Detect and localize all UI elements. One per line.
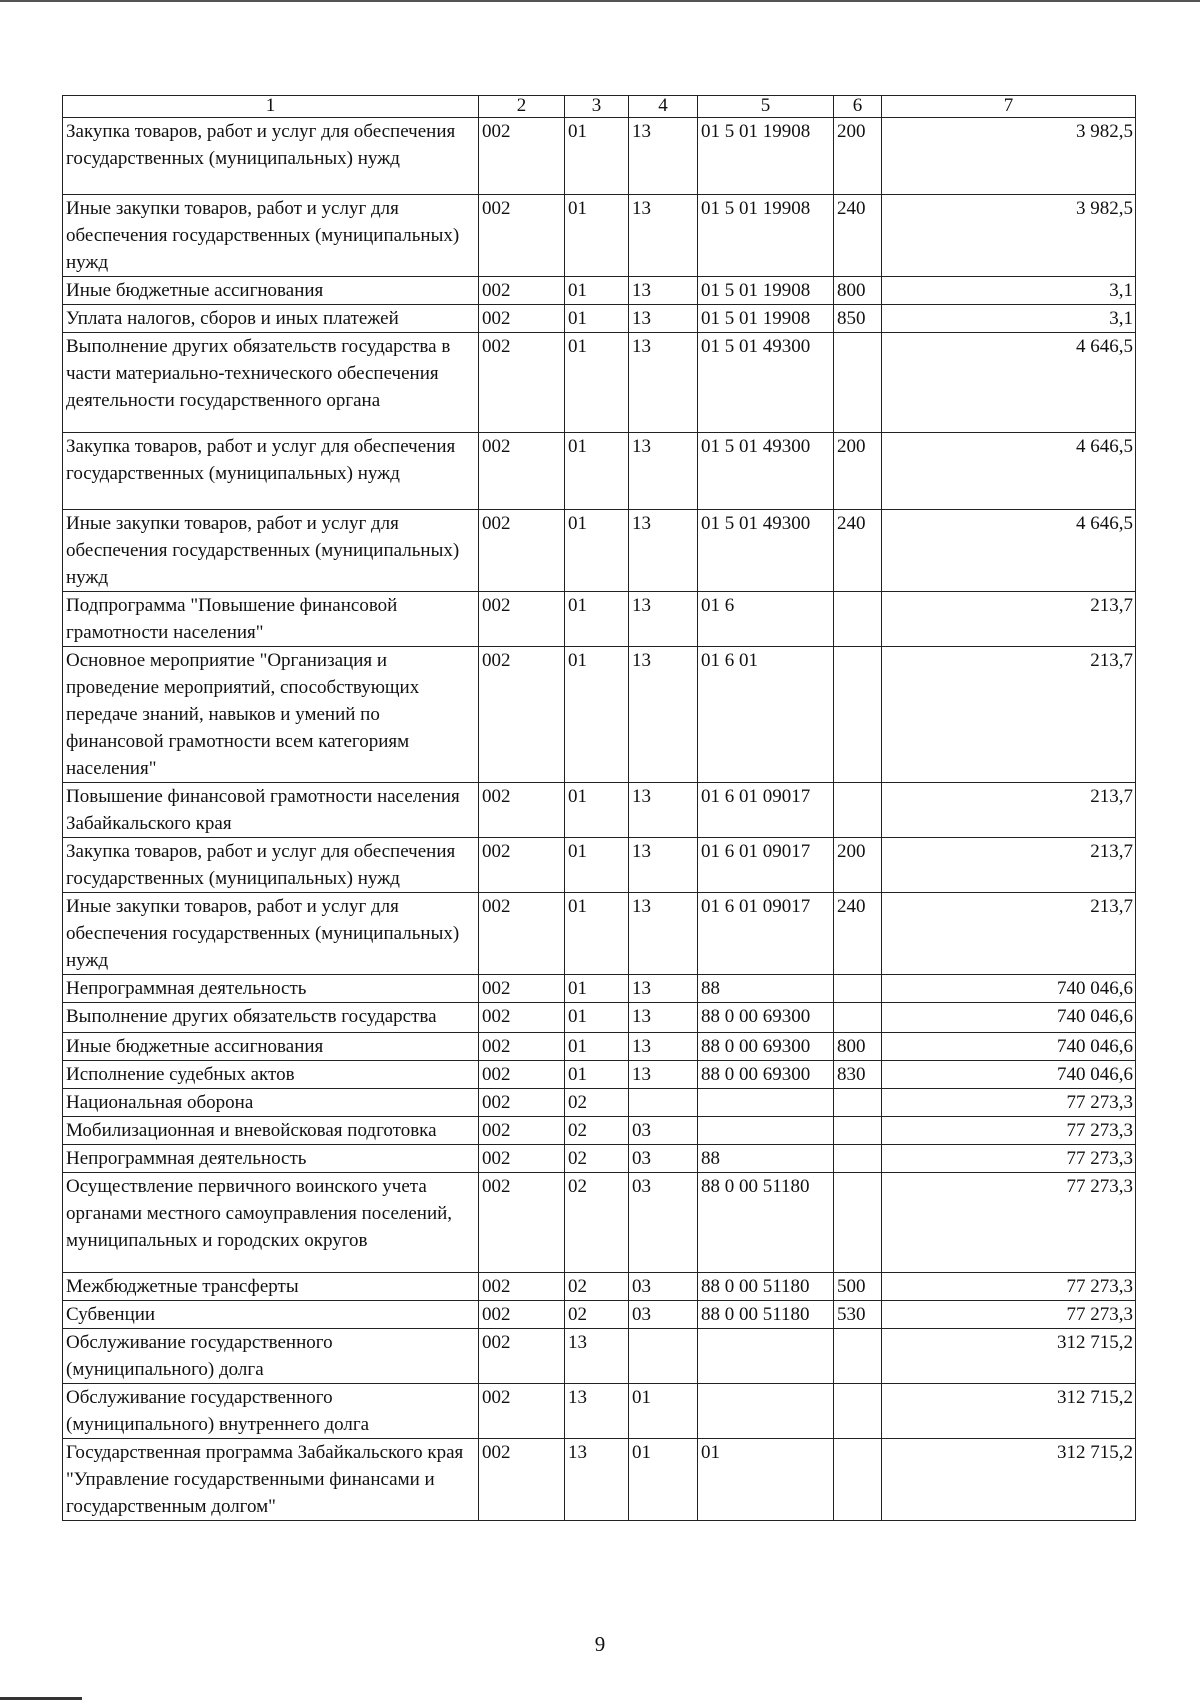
target-article-cell (698, 1384, 834, 1439)
subsection-code-cell: 13 (629, 975, 698, 1003)
section-code-cell: 02 (565, 1273, 629, 1301)
section-code-cell: 01 (565, 1061, 629, 1089)
column-header: 5 (698, 96, 834, 118)
top-border-line (0, 0, 1200, 2)
expense-type-cell: 830 (834, 1061, 882, 1089)
subsection-code-cell: 13 (629, 510, 698, 592)
table-row (63, 838, 1136, 893)
target-article-cell (698, 1089, 834, 1117)
section-code-cell: 01 (565, 433, 629, 510)
expense-type-cell: 800 (834, 277, 882, 305)
subsection-code-cell: 13 (629, 195, 698, 277)
item-name-cell: Обслуживание государственного (муниципального) долга (63, 1329, 479, 1384)
target-article-cell: 88 (698, 975, 834, 1003)
subsection-code-cell: 13 (629, 333, 698, 433)
ministry-code-cell: 002 (479, 433, 565, 510)
section-code-cell: 01 (565, 333, 629, 433)
target-article-cell: 01 5 01 49300 (698, 510, 834, 592)
section-code-cell: 01 (565, 305, 629, 333)
ministry-code-cell: 002 (479, 1439, 565, 1521)
table-row (63, 333, 1136, 433)
item-name-cell: Мобилизационная и вневойсковая подготовка (63, 1117, 479, 1145)
expense-type-cell (834, 783, 882, 838)
target-article-cell: 88 0 00 51180 (698, 1301, 834, 1329)
subsection-code-cell: 13 (629, 592, 698, 647)
amount-cell: 77 273,3 (882, 1145, 1136, 1173)
item-name-cell: Иные закупки товаров, работ и услуг для обеспечения государственных (муниципальных) нужд (63, 195, 479, 277)
table-row (63, 277, 1136, 305)
target-article-cell: 01 5 01 19908 (698, 277, 834, 305)
subsection-code-cell: 13 (629, 893, 698, 975)
section-code-cell: 02 (565, 1301, 629, 1329)
table-row (63, 510, 1136, 592)
item-name-cell: Национальная оборона (63, 1089, 479, 1117)
column-header-row (63, 96, 1136, 118)
section-code-cell: 01 (565, 510, 629, 592)
subsection-code-cell: 13 (629, 838, 698, 893)
ministry-code-cell: 002 (479, 1003, 565, 1033)
ministry-code-cell: 002 (479, 195, 565, 277)
target-article-cell: 01 5 01 19908 (698, 195, 834, 277)
subsection-code-cell (629, 1089, 698, 1117)
expense-type-cell (834, 647, 882, 783)
section-code-cell: 01 (565, 195, 629, 277)
section-code-cell: 01 (565, 118, 629, 195)
item-name-cell: Основное мероприятие "Организация и проведение мероприятий, способствующих передаче знаний, навыков и умений по финансовой грамотности всем категориям населения" (63, 647, 479, 783)
item-name-cell: Осуществление первичного воинского учета органами местного самоуправления поселений, муниципальных и городских округов (63, 1173, 479, 1273)
item-name-cell: Закупка товаров, работ и услуг для обеспечения государственных (муниципальных) нужд (63, 118, 479, 195)
table-row (63, 433, 1136, 510)
ministry-code-cell: 002 (479, 1089, 565, 1117)
table-row (63, 975, 1136, 1003)
section-code-cell: 01 (565, 838, 629, 893)
amount-cell: 312 715,2 (882, 1384, 1136, 1439)
subsection-code-cell: 01 (629, 1384, 698, 1439)
expense-type-cell: 240 (834, 893, 882, 975)
ministry-code-cell: 002 (479, 1384, 565, 1439)
amount-cell: 77 273,3 (882, 1301, 1136, 1329)
item-name-cell: Выполнение других обязательств государства в части материально-технического обеспечения деятельности государственного органа (63, 333, 479, 433)
item-name-cell: Выполнение других обязательств государства (63, 1003, 479, 1033)
subsection-code-cell: 13 (629, 305, 698, 333)
ministry-code-cell: 002 (479, 1273, 565, 1301)
amount-cell: 77 273,3 (882, 1273, 1136, 1301)
table-row (63, 1439, 1136, 1521)
target-article-cell (698, 1329, 834, 1384)
table-row (63, 1301, 1136, 1329)
section-code-cell: 02 (565, 1145, 629, 1173)
expense-type-cell (834, 1173, 882, 1273)
section-code-cell: 13 (565, 1384, 629, 1439)
expense-type-cell (834, 1384, 882, 1439)
ministry-code-cell: 002 (479, 1033, 565, 1061)
section-code-cell: 01 (565, 1033, 629, 1061)
bottom-edge-mark (0, 1697, 82, 1700)
column-header: 3 (565, 96, 629, 118)
target-article-cell: 01 6 01 09017 (698, 893, 834, 975)
amount-cell: 77 273,3 (882, 1173, 1136, 1273)
table-row (63, 1089, 1136, 1117)
table-row (63, 1117, 1136, 1145)
item-name-cell: Иные бюджетные ассигнования (63, 277, 479, 305)
expense-type-cell (834, 1089, 882, 1117)
amount-cell: 740 046,6 (882, 1003, 1136, 1033)
amount-cell: 3,1 (882, 305, 1136, 333)
expense-type-cell (834, 975, 882, 1003)
table-row (63, 1061, 1136, 1089)
table-row (63, 1003, 1136, 1033)
item-name-cell: Обслуживание государственного (муниципального) внутреннего долга (63, 1384, 479, 1439)
table-row (63, 1033, 1136, 1061)
column-header: 1 (63, 96, 479, 118)
target-article-cell: 01 5 01 49300 (698, 433, 834, 510)
expense-type-cell (834, 1003, 882, 1033)
section-code-cell: 01 (565, 1003, 629, 1033)
section-code-cell: 01 (565, 975, 629, 1003)
ministry-code-cell: 002 (479, 1117, 565, 1145)
target-article-cell: 88 0 00 69300 (698, 1061, 834, 1089)
section-code-cell: 01 (565, 893, 629, 975)
ministry-code-cell: 002 (479, 305, 565, 333)
table-row (63, 1329, 1136, 1384)
ministry-code-cell: 002 (479, 838, 565, 893)
column-header: 6 (834, 96, 882, 118)
section-code-cell: 01 (565, 277, 629, 305)
target-article-cell: 01 6 01 09017 (698, 838, 834, 893)
amount-cell: 213,7 (882, 893, 1136, 975)
expense-type-cell: 800 (834, 1033, 882, 1061)
subsection-code-cell: 13 (629, 783, 698, 838)
ministry-code-cell: 002 (479, 1301, 565, 1329)
item-name-cell: Иные закупки товаров, работ и услуг для обеспечения государственных (муниципальных) нужд (63, 893, 479, 975)
ministry-code-cell: 002 (479, 510, 565, 592)
expense-type-cell: 200 (834, 118, 882, 195)
table-row (63, 592, 1136, 647)
amount-cell: 740 046,6 (882, 975, 1136, 1003)
expense-type-cell: 200 (834, 838, 882, 893)
expense-type-cell: 200 (834, 433, 882, 510)
expense-type-cell: 850 (834, 305, 882, 333)
subsection-code-cell: 03 (629, 1273, 698, 1301)
table-row (63, 1273, 1136, 1301)
amount-cell: 740 046,6 (882, 1033, 1136, 1061)
column-header: 2 (479, 96, 565, 118)
expense-type-cell: 240 (834, 195, 882, 277)
column-header: 4 (629, 96, 698, 118)
target-article-cell: 88 0 00 51180 (698, 1173, 834, 1273)
expense-type-cell: 240 (834, 510, 882, 592)
ministry-code-cell: 002 (479, 893, 565, 975)
item-name-cell: Субвенции (63, 1301, 479, 1329)
amount-cell: 740 046,6 (882, 1061, 1136, 1089)
target-article-cell: 01 5 01 49300 (698, 333, 834, 433)
item-name-cell: Закупка товаров, работ и услуг для обеспечения государственных (муниципальных) нужд (63, 838, 479, 893)
amount-cell: 4 646,5 (882, 510, 1136, 592)
item-name-cell: Непрограммная деятельность (63, 1145, 479, 1173)
section-code-cell: 02 (565, 1117, 629, 1145)
subsection-code-cell: 13 (629, 1033, 698, 1061)
subsection-code-cell: 13 (629, 433, 698, 510)
target-article-cell: 88 0 00 51180 (698, 1273, 834, 1301)
section-code-cell: 02 (565, 1089, 629, 1117)
amount-cell: 213,7 (882, 647, 1136, 783)
target-article-cell: 88 0 00 69300 (698, 1003, 834, 1033)
amount-cell: 312 715,2 (882, 1329, 1136, 1384)
item-name-cell: Исполнение судебных актов (63, 1061, 479, 1089)
ministry-code-cell: 002 (479, 1329, 565, 1384)
target-article-cell: 01 6 01 (698, 647, 834, 783)
ministry-code-cell: 002 (479, 647, 565, 783)
ministry-code-cell: 002 (479, 277, 565, 305)
section-code-cell: 01 (565, 783, 629, 838)
table-row (63, 783, 1136, 838)
amount-cell: 4 646,5 (882, 433, 1136, 510)
section-code-cell: 13 (565, 1439, 629, 1521)
item-name-cell: Повышение финансовой грамотности населения Забайкальского края (63, 783, 479, 838)
amount-cell: 3,1 (882, 277, 1136, 305)
item-name-cell: Иные закупки товаров, работ и услуг для обеспечения государственных (муниципальных) нужд (63, 510, 479, 592)
subsection-code-cell: 13 (629, 277, 698, 305)
expense-type-cell (834, 333, 882, 433)
target-article-cell: 88 0 00 69300 (698, 1033, 834, 1061)
table-row (63, 118, 1136, 195)
ministry-code-cell: 002 (479, 1173, 565, 1273)
item-name-cell: Непрограммная деятельность (63, 975, 479, 1003)
table-row (63, 893, 1136, 975)
amount-cell: 213,7 (882, 838, 1136, 893)
amount-cell: 3 982,5 (882, 195, 1136, 277)
subsection-code-cell (629, 1329, 698, 1384)
expense-type-cell (834, 1439, 882, 1521)
table-body (63, 96, 1136, 1521)
subsection-code-cell: 13 (629, 1003, 698, 1033)
target-article-cell: 01 6 (698, 592, 834, 647)
amount-cell: 3 982,5 (882, 118, 1136, 195)
item-name-cell: Государственная программа Забайкальского края "Управление государственными финансами и государственным долгом" (63, 1439, 479, 1521)
ministry-code-cell: 002 (479, 333, 565, 433)
item-name-cell: Уплата налогов, сборов и иных платежей (63, 305, 479, 333)
expense-type-cell (834, 592, 882, 647)
subsection-code-cell: 13 (629, 118, 698, 195)
item-name-cell: Подпрограмма "Повышение финансовой грамотности населения" (63, 592, 479, 647)
target-article-cell: 88 (698, 1145, 834, 1173)
target-article-cell: 01 (698, 1439, 834, 1521)
section-code-cell: 01 (565, 592, 629, 647)
amount-cell: 312 715,2 (882, 1439, 1136, 1521)
amount-cell: 213,7 (882, 783, 1136, 838)
table-row (63, 1173, 1136, 1273)
expense-type-cell (834, 1329, 882, 1384)
section-code-cell: 13 (565, 1329, 629, 1384)
subsection-code-cell: 03 (629, 1145, 698, 1173)
target-article-cell: 01 5 01 19908 (698, 118, 834, 195)
section-code-cell: 02 (565, 1173, 629, 1273)
ministry-code-cell: 002 (479, 1145, 565, 1173)
table-row (63, 195, 1136, 277)
table-row (63, 647, 1136, 783)
ministry-code-cell: 002 (479, 118, 565, 195)
ministry-code-cell: 002 (479, 783, 565, 838)
table-row (63, 1384, 1136, 1439)
subsection-code-cell: 03 (629, 1117, 698, 1145)
subsection-code-cell: 13 (629, 647, 698, 783)
item-name-cell: Закупка товаров, работ и услуг для обеспечения государственных (муниципальных) нужд (63, 433, 479, 510)
target-article-cell: 01 5 01 19908 (698, 305, 834, 333)
table-row (63, 305, 1136, 333)
subsection-code-cell: 03 (629, 1173, 698, 1273)
section-code-cell: 01 (565, 647, 629, 783)
subsection-code-cell: 01 (629, 1439, 698, 1521)
item-name-cell: Иные бюджетные ассигнования (63, 1033, 479, 1061)
amount-cell: 4 646,5 (882, 333, 1136, 433)
expense-type-cell (834, 1117, 882, 1145)
ministry-code-cell: 002 (479, 592, 565, 647)
target-article-cell (698, 1117, 834, 1145)
expense-type-cell: 530 (834, 1301, 882, 1329)
amount-cell: 213,7 (882, 592, 1136, 647)
ministry-code-cell: 002 (479, 1061, 565, 1089)
column-header: 7 (882, 96, 1136, 118)
expense-type-cell: 500 (834, 1273, 882, 1301)
amount-cell: 77 273,3 (882, 1117, 1136, 1145)
subsection-code-cell: 03 (629, 1301, 698, 1329)
budget-table (62, 95, 1136, 1521)
target-article-cell: 01 6 01 09017 (698, 783, 834, 838)
expense-type-cell (834, 1145, 882, 1173)
ministry-code-cell: 002 (479, 975, 565, 1003)
subsection-code-cell: 13 (629, 1061, 698, 1089)
amount-cell: 77 273,3 (882, 1089, 1136, 1117)
table-row (63, 1145, 1136, 1173)
page-number: 9 (594, 1632, 606, 1656)
item-name-cell: Межбюджетные трансферты (63, 1273, 479, 1301)
